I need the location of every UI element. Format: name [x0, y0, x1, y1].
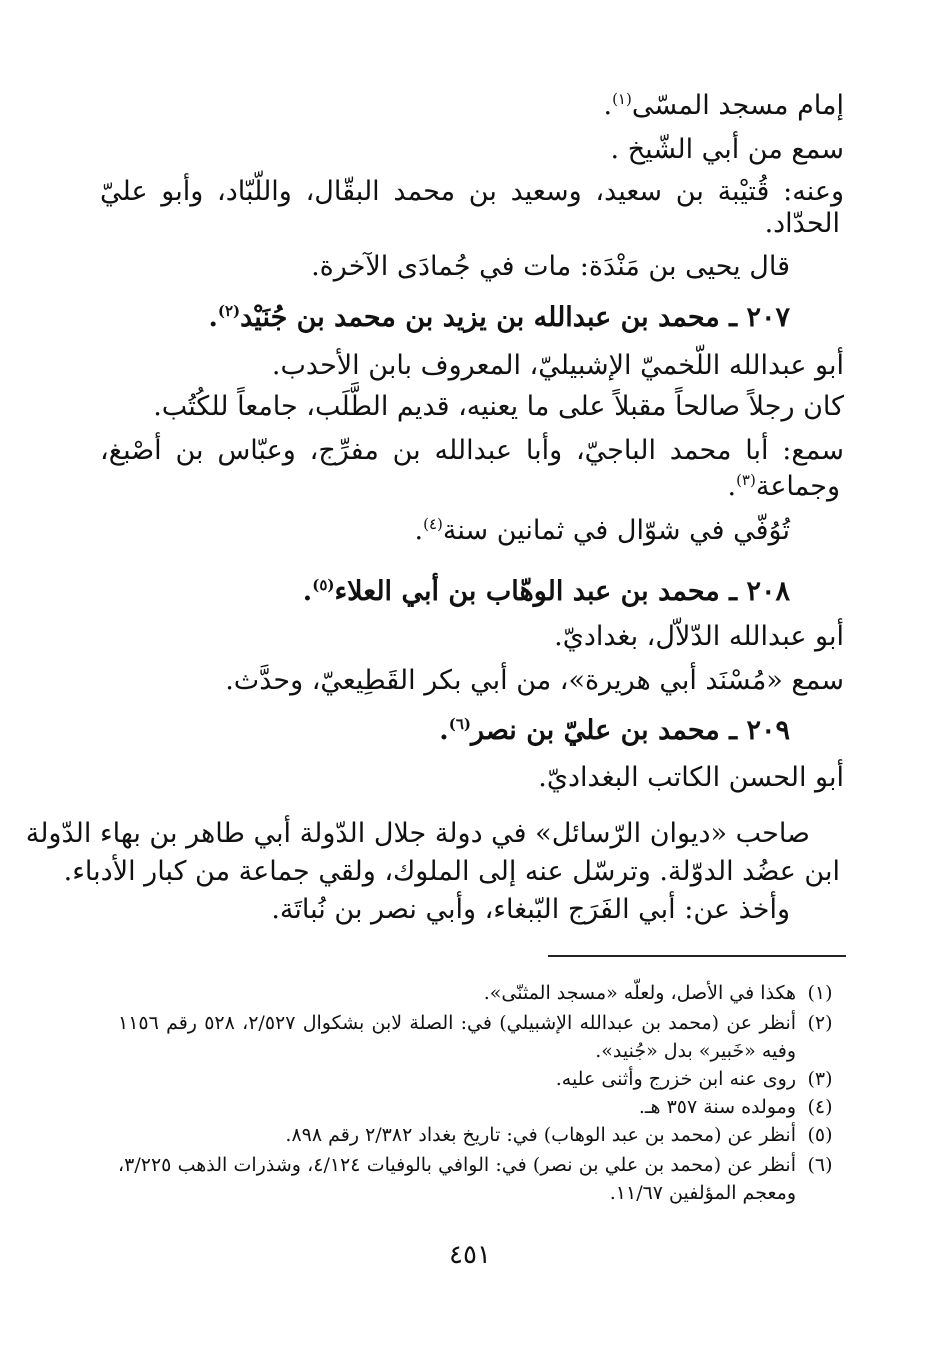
footnote-number: (٢) [807, 1012, 833, 1034]
footnote-number: (٤) [807, 1096, 833, 1118]
footnote-ref[interactable]: (٢) [217, 302, 241, 320]
text-line: ابن عضُد الدوّلة. وترسّل عنه إلى الملوك، ولقي جماعة من كبار الأدباء. [63, 856, 840, 887]
text-line: قال يحيى بن مَنْدَة: مات في جُمادَى الآخرة. [311, 251, 790, 282]
text-line: وجماعة$^{(٣)}$. [727, 471, 840, 502]
footnote-text: ومولده سنة ٣٥٧ هـ. [638, 1096, 796, 1118]
footnote-text: روى عنه ابن خزرج وأثنى عليه. [555, 1068, 796, 1090]
text-line: الحدّاد. [764, 208, 840, 239]
footnote-ref[interactable]: (٦) [448, 715, 471, 733]
footnote-text: أنظر عن (محمد بن عبد الوهاب) في: تاريخ بغداد ٢/٣٨٢ رقم ٨٩٨. [285, 1124, 796, 1146]
footnote-number: (٣) [807, 1068, 833, 1090]
text-line: كان رجلاً صالحاً مقبلاً على ما يعنيه، قديم الطَّلَب، جامعاً للكُتُب. [153, 391, 844, 422]
entry-heading-207: ٢٠٧ ـ محمد بن عبدالله بن يزيد بن محمد بن جُنَيْد$^{(٢)}$. [208, 302, 790, 333]
footnote [118, 1094, 844, 1120]
text-line: أبو الحسن الكاتب البغداديّ. [538, 762, 844, 793]
page-number: ٤٥١ [449, 1240, 491, 1270]
footnote-continuation: ومعجم المؤلفين ١١/٦٧. [609, 1182, 796, 1204]
text-line: سمع من أبي الشّيخ . [610, 134, 844, 165]
text-line: صاحب «ديوان الرّسائل» في دولة جلال الدّولة أبي طاهر بن بهاء الدّولة [25, 818, 810, 849]
footnote-ref[interactable]: (١) [612, 90, 632, 108]
text-line: وأخذ عن: أبي الفَرَج البّبغاء، وأبي نصر بن نُباتَة. [271, 894, 790, 925]
entry-heading-209: ٢٠٩ ـ محمد بن عليّ بن نصر$^{(٦)}$. [439, 715, 790, 746]
footnote-text: أنظر عن (محمد بن عبدالله الإشبيلي) في: الصلة لابن بشكوال ٢/٥٢٧، ٥٢٨ رقم ١١٥٦ [118, 1012, 797, 1034]
text-line: أبو عبدالله اللّخميّ الإشبيليّ، المعروف بابن الأحدب. [271, 350, 844, 381]
footnote-text: هكذا في الأصل، ولعلّه «مسجد المثنّى». [483, 982, 796, 1004]
text-line: سمع «مُسْنَد أبي هريرة»، من أبي بكر القَطِيعيّ، وحدَّث. [225, 665, 844, 696]
footnote-text: أنظر عن (محمد بن علي بن نصر) في: الوافي بالوفيات ٤/١٢٤، وشذرات الذهب ٣/٢٢٥، [118, 1154, 796, 1176]
text-line: وعنه: قُتيْبة بن سعيد، وسعيد بن محمد البقّال، واللّبّاد، وأبو عليّ [100, 176, 844, 207]
footnote-number: (١) [807, 982, 833, 1004]
footnote [118, 1066, 844, 1092]
footnote [118, 1122, 844, 1148]
footnote-number: (٥) [807, 1124, 833, 1146]
text-line: إمام مسجد المسّى$^{(١)}$. [603, 90, 844, 121]
text-line: تُوُفّي في شوّال في ثمانين سنة$^{(٤)}$. [414, 515, 790, 546]
footnote [118, 980, 844, 1006]
footnote-continuation: وفيه «خَبير» بدل «جُنيد». [595, 1040, 796, 1062]
footnote-ref[interactable]: (٥) [312, 576, 335, 594]
footnote-separator [548, 955, 846, 957]
footnote-ref[interactable]: (٤) [423, 515, 443, 533]
footnote-number: (٦) [807, 1154, 833, 1176]
entry-heading-208: ٢٠٨ ـ محمد بن عبد الوهّاب بن أبي العلاء$^{(٥)}$. [302, 576, 790, 607]
footnote-ref[interactable]: (٣) [736, 471, 756, 489]
text-line: أبو عبدالله الدّلاّل، بغداديّ. [554, 621, 844, 652]
text-line: سمع: أبا محمد الباجيّ، وأبا عبدالله بن مفرِّج، وعبّاس بن أصْبغ، [100, 435, 844, 466]
